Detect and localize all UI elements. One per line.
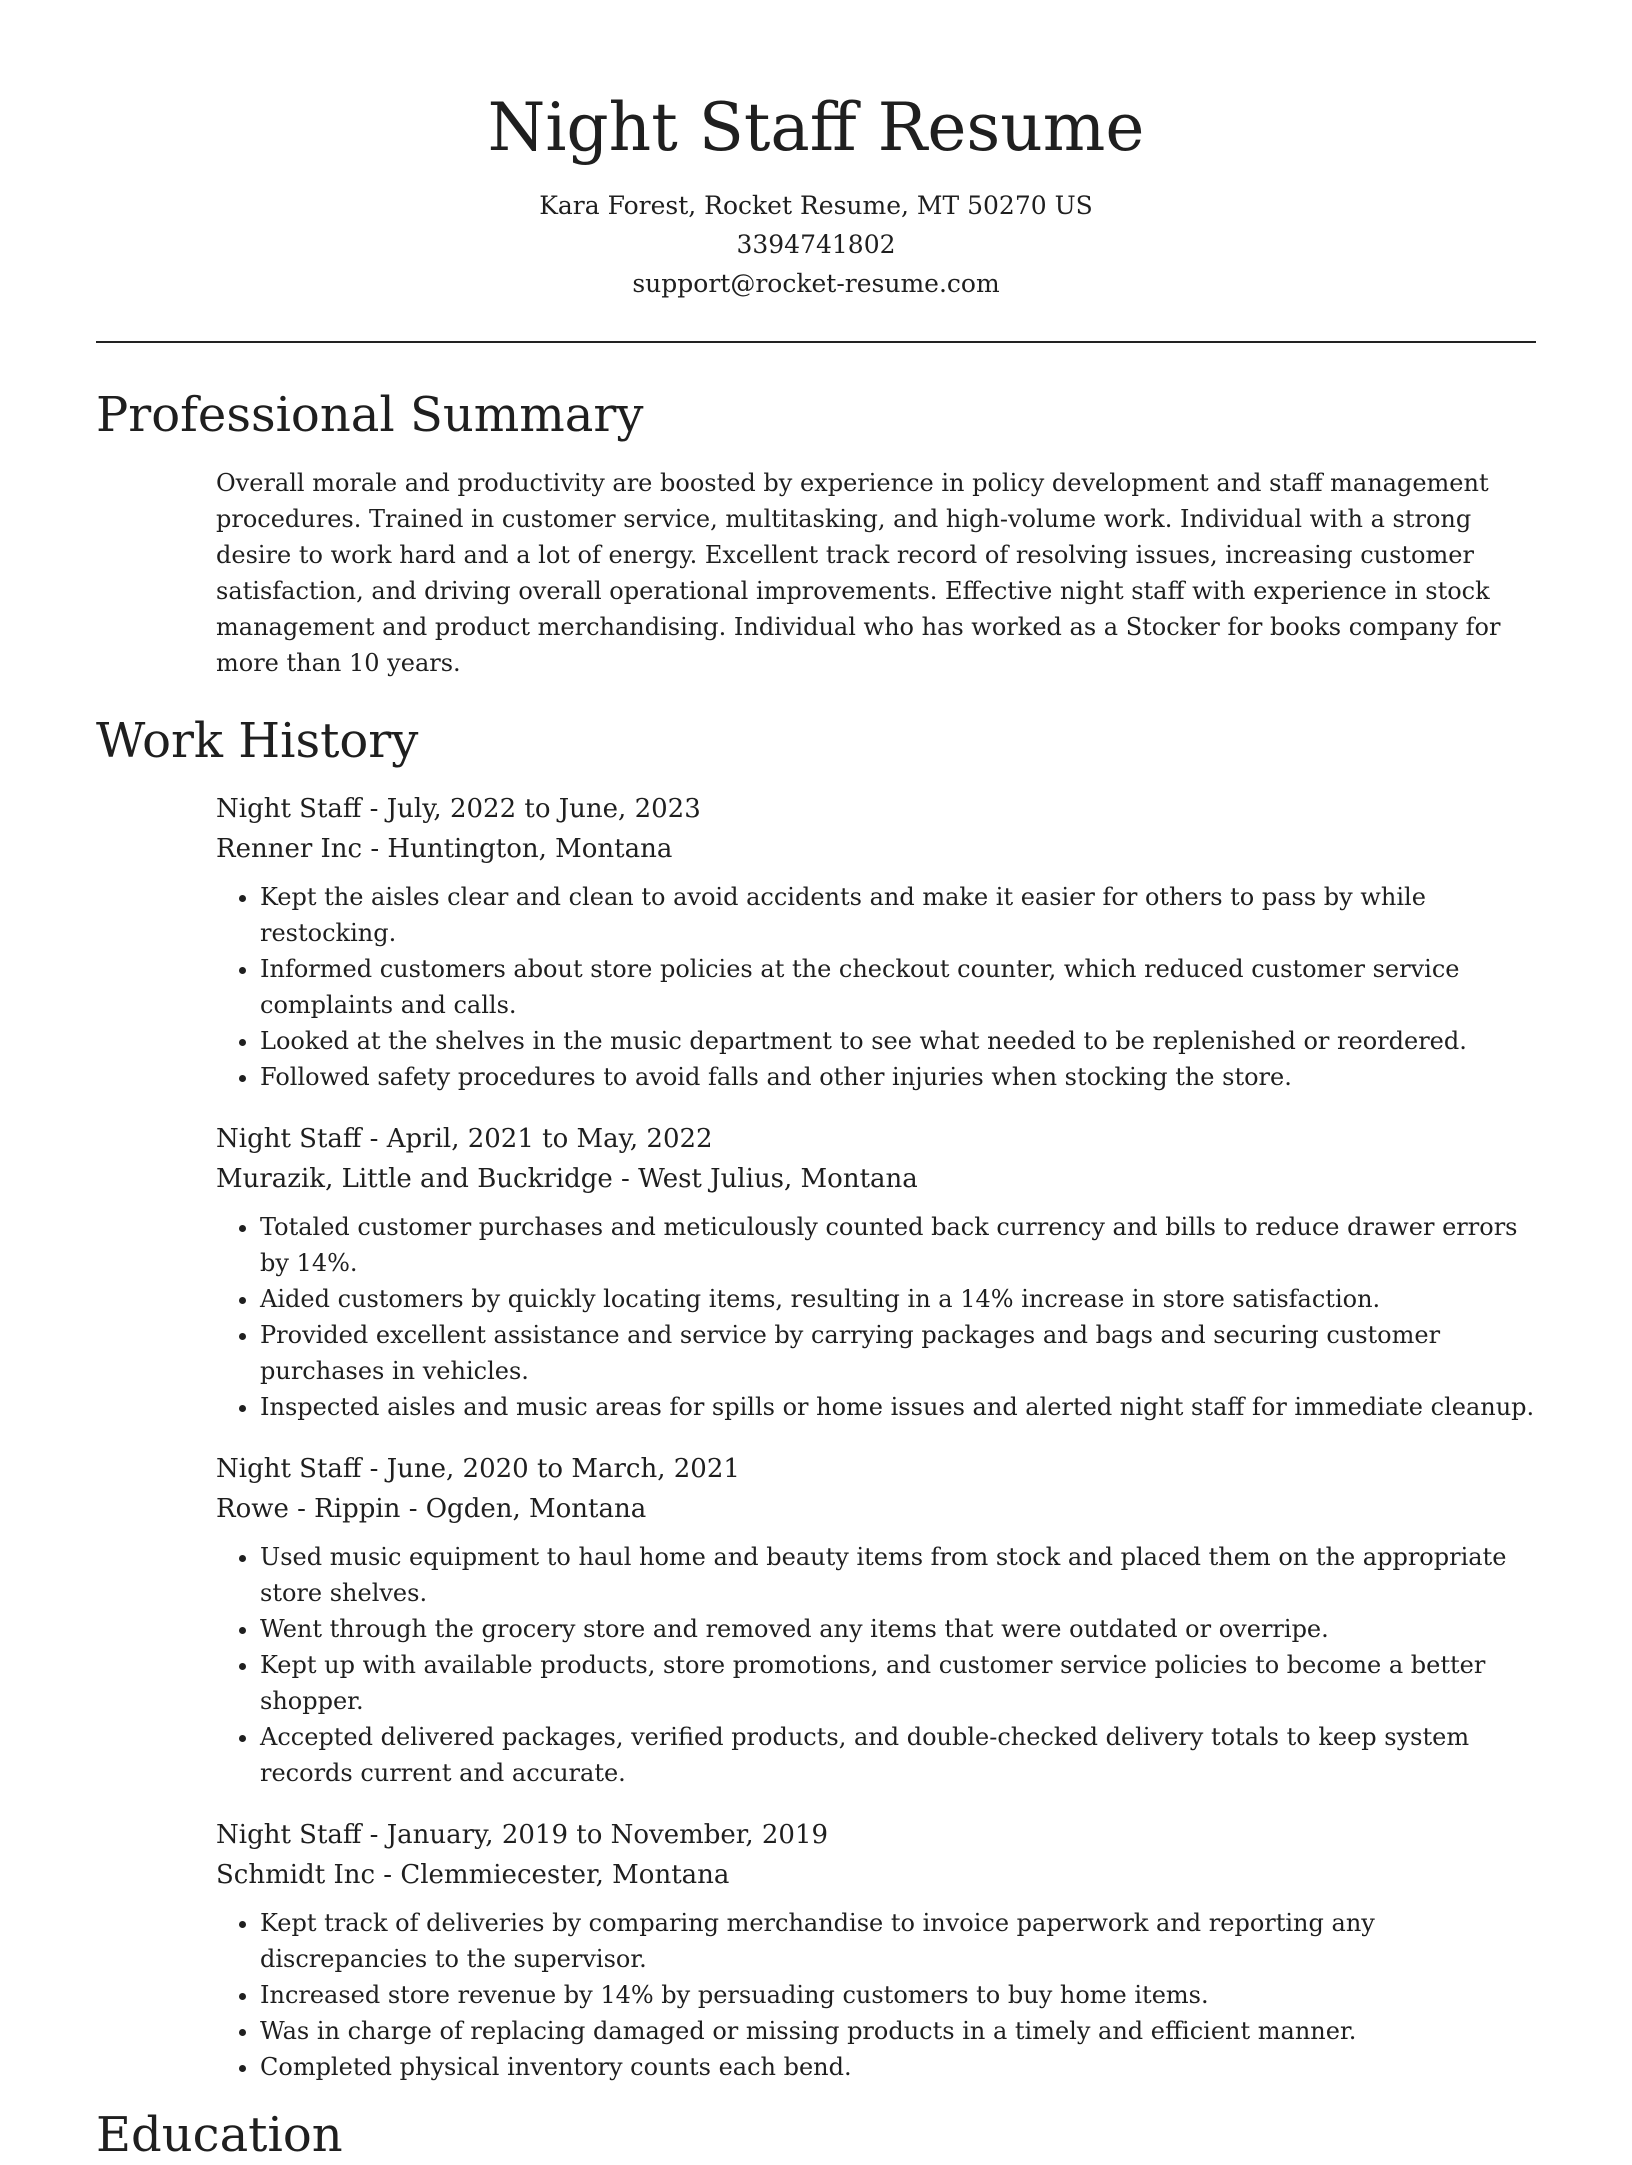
job-company-line: Renner Inc - Huntington, Montana	[216, 834, 673, 864]
job-bullets	[216, 1905, 1536, 2085]
job-entry	[216, 1815, 1536, 2085]
job-entry	[216, 789, 1536, 1095]
job-bullet: • Completed physical inventory counts each bend.	[260, 2049, 1536, 2085]
job-title-line: Night Staff - June, 2020 to March, 2021	[216, 1454, 740, 1484]
job-bullet: • Increased store revenue by 14% by persuading customers to buy home items.	[260, 1977, 1536, 2013]
job-bullet: • Inspected aisles and music areas for spills or home issues and alerted night staff for immediate cleanup.	[260, 1389, 1536, 1425]
page-title: Night Staff Resume	[487, 89, 1145, 166]
contact-block	[96, 186, 1536, 303]
resume-page	[96, 0, 1536, 2165]
summary-heading: Professional Summary	[96, 387, 644, 443]
job-company-line: Rowe - Rippin - Ogden, Montana	[216, 1494, 647, 1524]
job-bullet: • Accepted delivered packages, verified products, and double-checked delivery totals to keep system records current and accurate.	[260, 1719, 1536, 1791]
job-bullet: • Went through the grocery store and removed any items that were outdated or overripe.	[260, 1611, 1536, 1647]
job-bullet: • Followed safety procedures to avoid falls and other injuries when stocking the store.	[260, 1059, 1536, 1095]
header-divider	[96, 341, 1536, 343]
job-bullet: • Aided customers by quickly locating items, resulting in a 14% increase in store satisfaction.	[260, 1281, 1536, 1317]
job-bullet: • Kept the aisles clear and clean to avoid accidents and make it easier for others to pass by while restocking.	[260, 879, 1536, 951]
summary-text: Overall morale and productivity are boosted by experience in policy development and staff management procedures. Trained in customer service, multitasking, and high-volume work. Individual with a strong desire to work hard and a lot of energy. Excellent track record of resolving issues, increasing customer satisfaction, and driving overall operational improvements. Effective night staff with experience in stock management and product merchandising. Individual who has worked as a Stocker for books company for more than 10 years.	[216, 469, 1501, 677]
job-bullets	[216, 1539, 1536, 1791]
job-bullet: • Looked at the shelves in the music department to see what needed to be replenished or reordered.	[260, 1023, 1536, 1059]
job-bullet: • Used music equipment to haul home and beauty items from stock and placed them on the appropriate store shelves.	[260, 1539, 1536, 1611]
work-history-list	[216, 789, 1536, 2085]
contact-phone: 3394741802	[736, 230, 896, 259]
contact-address: Kara Forest, Rocket Resume, MT 50270 US	[539, 191, 1093, 220]
job-entry	[216, 1449, 1536, 1791]
resume-header	[96, 0, 1536, 303]
job-entry	[216, 1119, 1536, 1425]
education-heading: Education	[96, 2107, 343, 2163]
job-company-line: Murazik, Little and Buckridge - West Julius, Montana	[216, 1164, 918, 1194]
job-bullet: • Kept up with available products, store promotions, and customer service policies to become a better shopper.	[260, 1647, 1536, 1719]
contact-email: support@rocket-resume.com	[632, 269, 1000, 298]
job-title-line: Night Staff - July, 2022 to June, 2023	[216, 794, 701, 824]
job-bullet: • Totaled customer purchases and meticulously counted back currency and bills to reduce drawer errors by 14%.	[260, 1209, 1536, 1281]
job-title-line: Night Staff - April, 2021 to May, 2022	[216, 1124, 713, 1154]
job-bullet: • Kept track of deliveries by comparing merchandise to invoice paperwork and reporting any discrepancies to the supervisor.	[260, 1905, 1536, 1977]
job-bullet: • Informed customers about store policies at the checkout counter, which reduced customer service complaints and calls.	[260, 951, 1536, 1023]
work-history-heading: Work History	[96, 713, 419, 769]
job-bullets	[216, 879, 1536, 1095]
job-bullets	[216, 1209, 1536, 1425]
job-bullet: • Provided excellent assistance and service by carrying packages and bags and securing customer purchases in vehicles.	[260, 1317, 1536, 1389]
job-title-line: Night Staff - January, 2019 to November, 2019	[216, 1820, 829, 1850]
job-company-line: Schmidt Inc - Clemmiecester, Montana	[216, 1860, 730, 1890]
job-bullet: • Was in charge of replacing damaged or missing products in a timely and efficient manner.	[260, 2013, 1536, 2049]
